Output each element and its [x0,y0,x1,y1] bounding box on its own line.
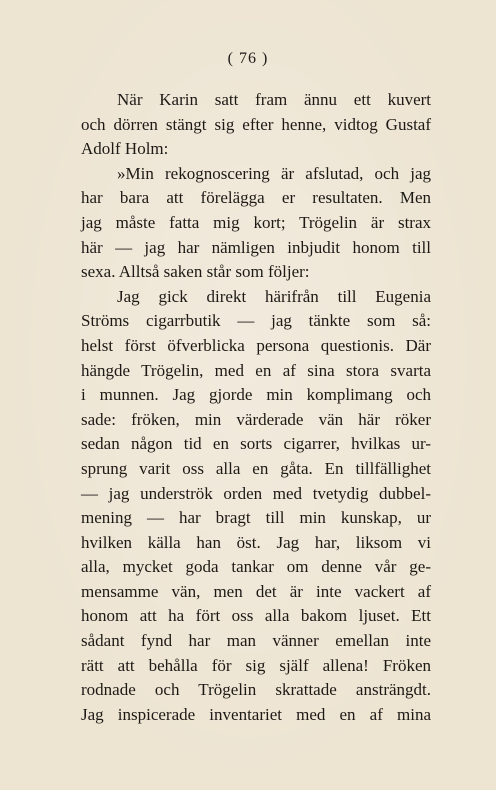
text-line: mening — har bragt till min kunskap, ur [81,508,431,528]
text-line: hängde Trögelin, med en af sina stora svarta [81,360,431,380]
text-line: hvilken källa han öst. Jag har, liksom vi [81,532,431,552]
text-line: När Karin satt fram ännu ett kuvert [117,90,431,109]
text-line: rodnade och Trögelin skrattade ansträngdt. [81,680,431,700]
text-line: Jag inspicerade inventariet med en af mina [81,704,431,724]
text-line: sade: fröken, min värderade vän här röker [81,409,431,429]
text-line: rätt att behålla för sig själf allena! Fröken [81,655,431,675]
text-line: har bara att förelägga er resultaten. Men [81,188,431,208]
page-number: ( 76 ) [227,50,269,67]
text-line: honom att ha fört oss alla bakom ljuset. Ett [81,606,431,626]
text-line: sådant fynd har man vänner emellan inte [81,631,431,651]
text-line: här — jag har nämligen inbjudit honom till [81,237,431,257]
text-line: Jag gick direkt härifrån till Eugenia [117,286,431,306]
text-line: »Min rekognoscering är afslutad, och jag [117,163,431,183]
text-line: sprung varit oss alla en gåta. En tillfällighet [81,458,431,478]
text-line: Adolf Holm: [81,139,169,159]
text-line: sedan någon tid en sorts cigarrer, hvilkas ur- [81,434,431,454]
text-line: sexa. Alltså saken står som följer: [81,262,310,282]
text-line: i munnen. Jag gjorde min komplimang och [81,385,431,405]
body-text [81,88,431,727]
text-line: alla, mycket goda tankar om denne vår ge- [81,557,431,577]
text-line: helst först öfverblicka persona questionis. Där [81,335,431,355]
text-line: — jag underströk orden med tvetydig dubbel- [81,483,431,503]
text-line: mensamme vän, men det är inte vackert af [81,581,431,601]
text-line: jag måste fatta mig kort; Trögelin är strax [81,212,431,232]
text-line: och dörren stängt sig efter henne, vidtog Gustaf [81,114,431,134]
text-line: Ströms cigarrbutik — jag tänkte som så: [81,311,431,331]
